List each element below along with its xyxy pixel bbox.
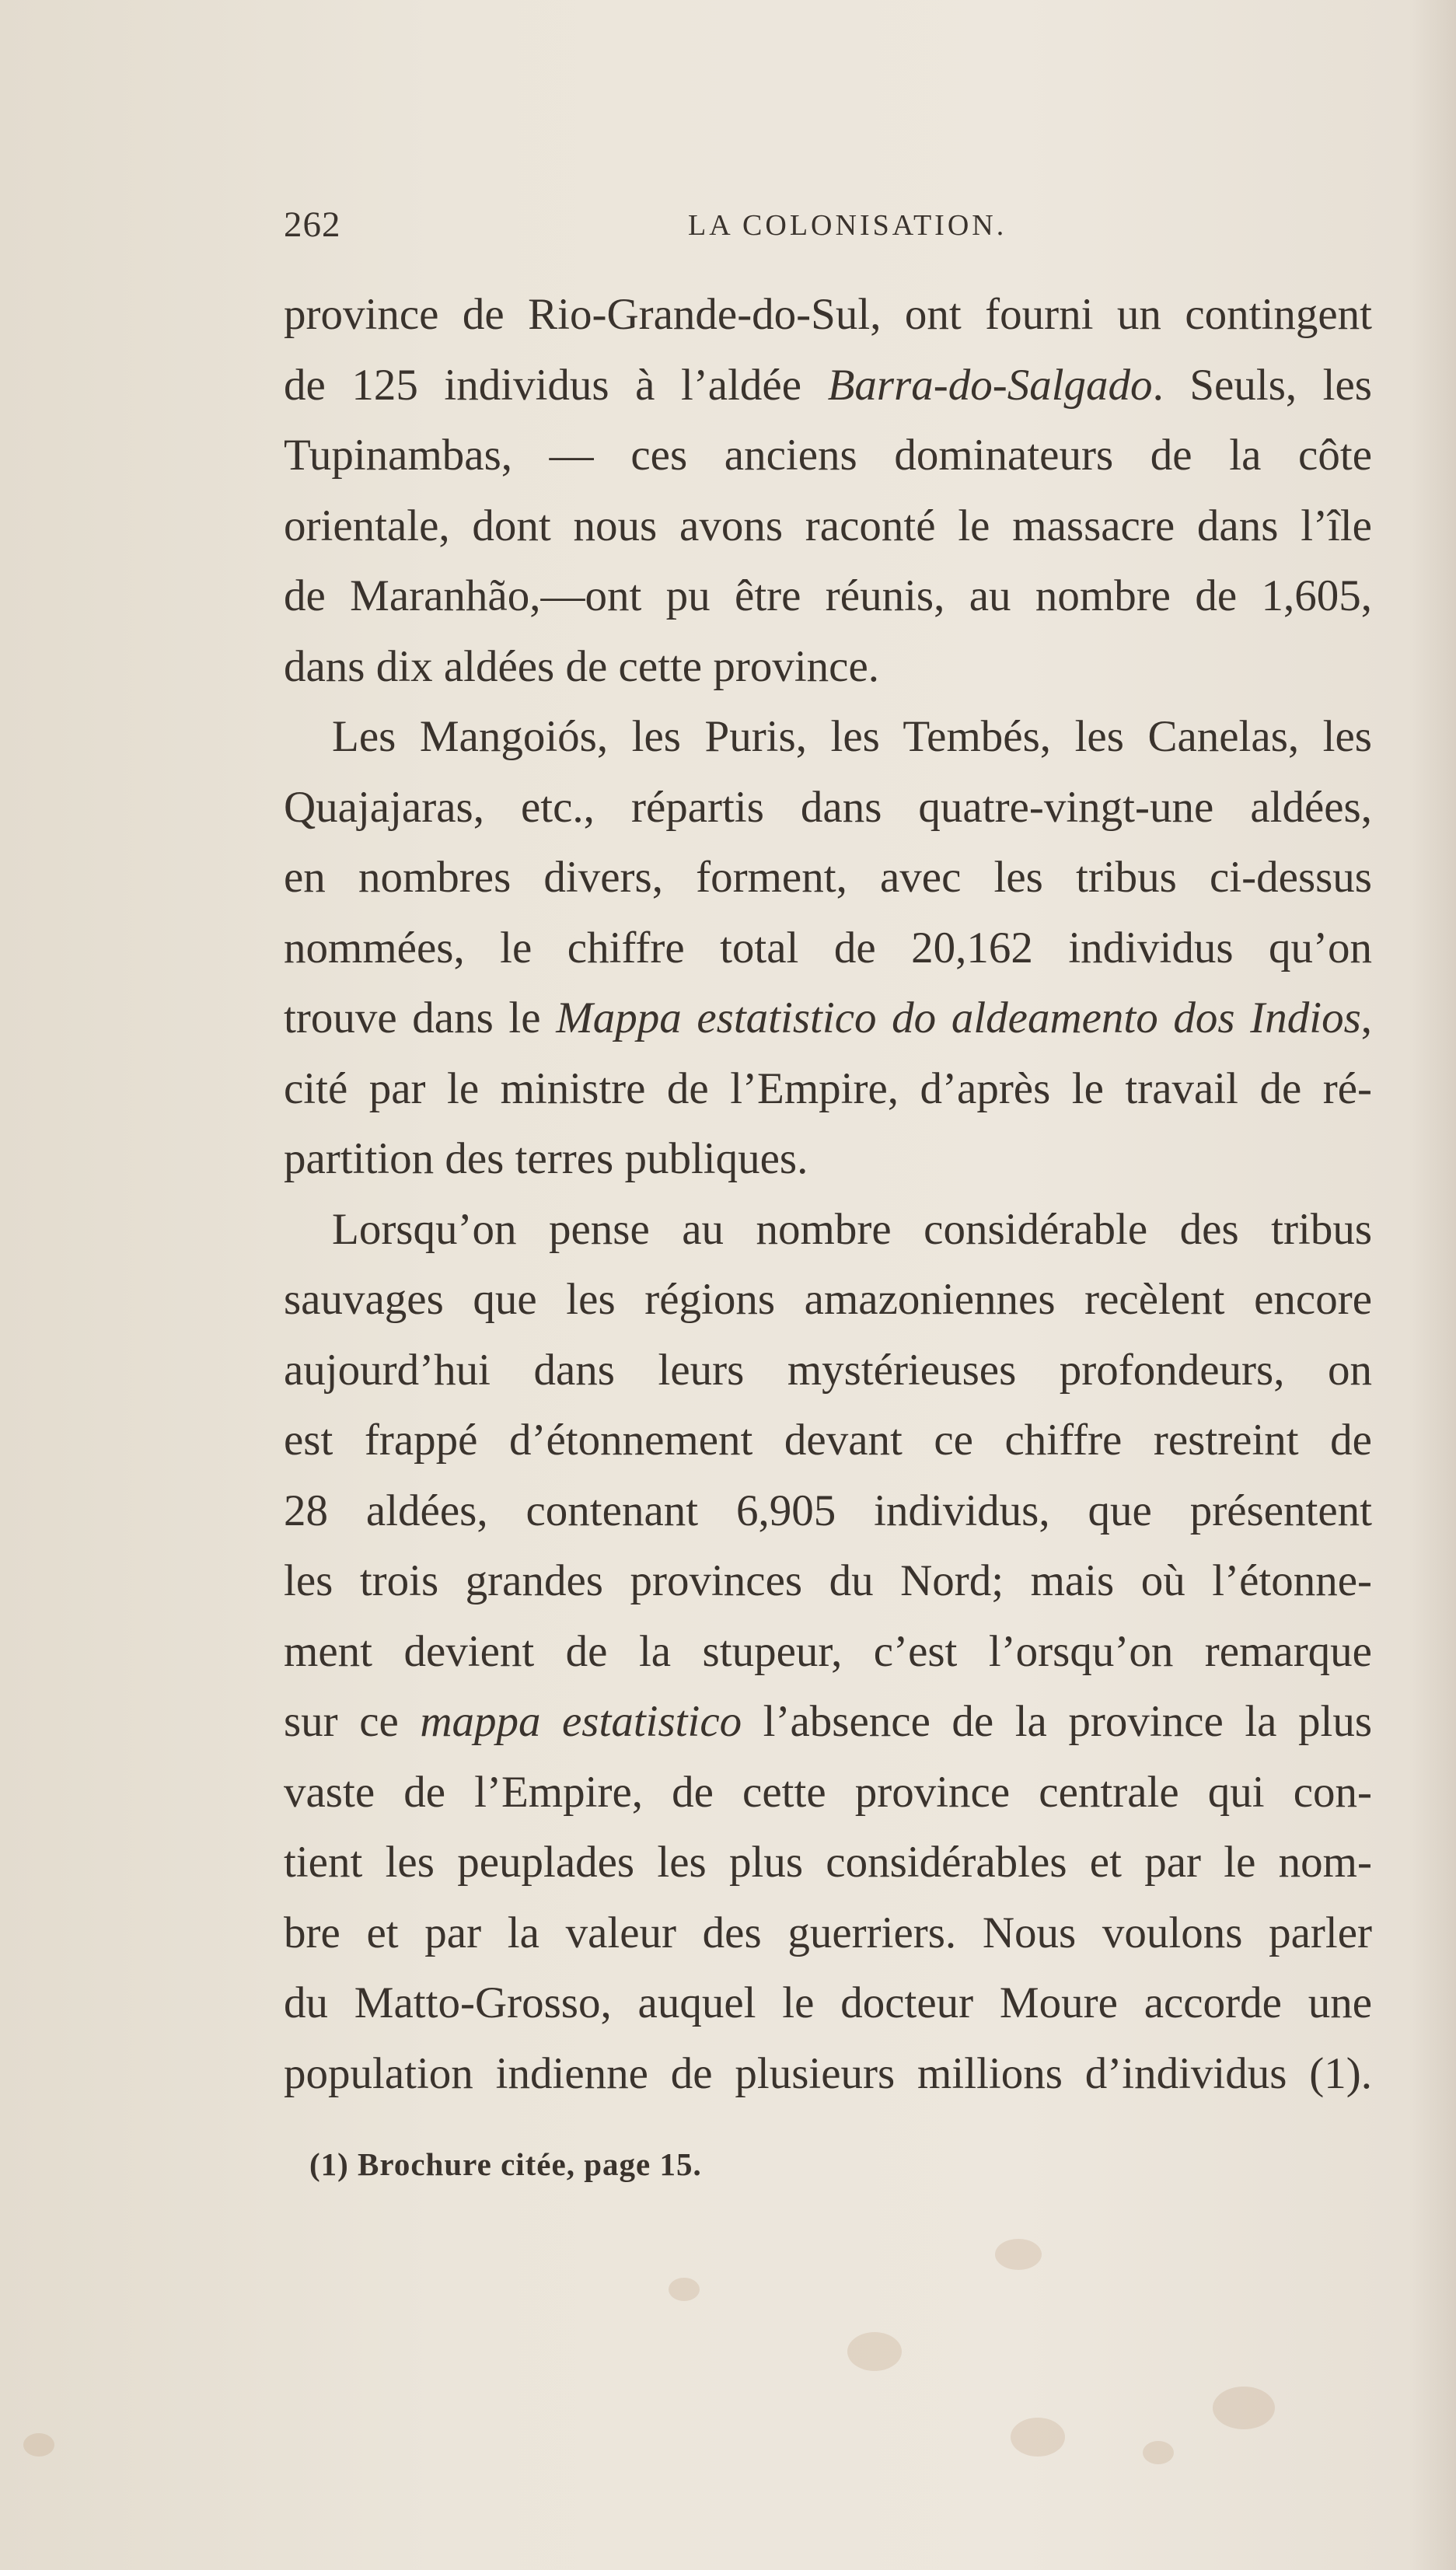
foxing-stain: [669, 2278, 700, 2301]
footnote: (1) Brochure citée, page 15.: [309, 2146, 702, 2182]
text-segment: de 125 individus à l’aldée: [284, 360, 828, 410]
text-line: [284, 1687, 1372, 1758]
text-line: sauvages que les régions amazoniennes recèlent encore: [284, 1275, 1372, 1324]
text-line: [284, 983, 1372, 1054]
text-line: population indienne de plusieurs millions d’individus (1).: [284, 2048, 1372, 2098]
foxing-stain: [23, 2433, 54, 2457]
text-line: cité par le ministre de l’Empire, d’après le travail de ré-: [284, 1063, 1372, 1113]
text-line: bre et par la valeur des guerriers. Nous voulons parler: [284, 1908, 1372, 1957]
text-line: Quajajaras, etc., répartis dans quatre-vingt-une aldées,: [284, 782, 1372, 832]
text-line: province de Rio-Grande-do-Sul, ont fourni un contingent: [284, 290, 1372, 339]
text-line: Les Mangoiós, les Puris, les Tembés, les Canelas, les: [332, 712, 1372, 761]
text-line: [284, 351, 1372, 421]
italic-title: mappa estatistico: [420, 1697, 742, 1746]
text-line: nommées, le chiffre total de 20,162 individus qu’on: [284, 923, 1372, 972]
text-line: vaste de l’Empire, de cette province centrale qui con-: [284, 1767, 1372, 1817]
text-segment: sur ce: [284, 1697, 421, 1746]
text-line: du Matto-Grosso, auquel le docteur Moure accorde une: [284, 1978, 1372, 2027]
italic-title: Mappa estatistico do aldeamento dos Indios: [556, 993, 1361, 1042]
text-line: Tupinambas, — ces anciens dominateurs de la côte: [284, 431, 1372, 480]
text-line: tient les peuplades les plus considérables et par le nom-: [284, 1838, 1372, 1887]
text-segment: l’absence de la province la plus: [742, 1697, 1373, 1746]
text-segment: . Seuls, les: [1152, 360, 1372, 410]
body-text: [284, 280, 1372, 2109]
italic-title: Barra-do-Salgado: [827, 360, 1153, 410]
text-line: aujourd’hui dans leurs mystérieuses profondeurs, on: [284, 1345, 1372, 1395]
text-line: en nombres divers, forment, avec les tribus ci-dessus: [284, 853, 1372, 902]
text-segment: trouve dans le: [284, 993, 557, 1042]
page-edge-shadow: [1409, 0, 1456, 2570]
page-number: 262: [284, 204, 341, 245]
text-line: ment devient de la stupeur, c’est l’orsqu’on remarque: [284, 1626, 1372, 1676]
foxing-stain: [847, 2332, 902, 2371]
foxing-stain: [1011, 2418, 1065, 2457]
page-header: [284, 204, 1372, 258]
foxing-stain: [1213, 2387, 1275, 2429]
foxing-stain: [995, 2239, 1042, 2270]
running-title: LA COLONISATION.: [688, 209, 1007, 242]
text-line: Lorsqu’on pense au nombre considérable des tribus: [332, 1204, 1372, 1254]
text-segment: ,: [1360, 993, 1373, 1042]
text-line: les trois grandes provinces du Nord; mais où l’étonne-: [284, 1556, 1372, 1605]
text-line: est frappé d’étonnement devant ce chiffre restreint de: [284, 1416, 1372, 1465]
text-line: de Maranhão,—ont pu être réunis, au nombre de 1,605,: [284, 571, 1372, 620]
foxing-stain: [1143, 2441, 1174, 2464]
text-line: 28 aldées, contenant 6,905 individus, que présentent: [284, 1486, 1372, 1535]
text-line: partition des terres publiques.: [284, 1134, 808, 1183]
text-line: dans dix aldées de cette province.: [284, 641, 880, 691]
text-line: orientale, dont nous avons raconté le massacre dans l’île: [284, 501, 1372, 550]
